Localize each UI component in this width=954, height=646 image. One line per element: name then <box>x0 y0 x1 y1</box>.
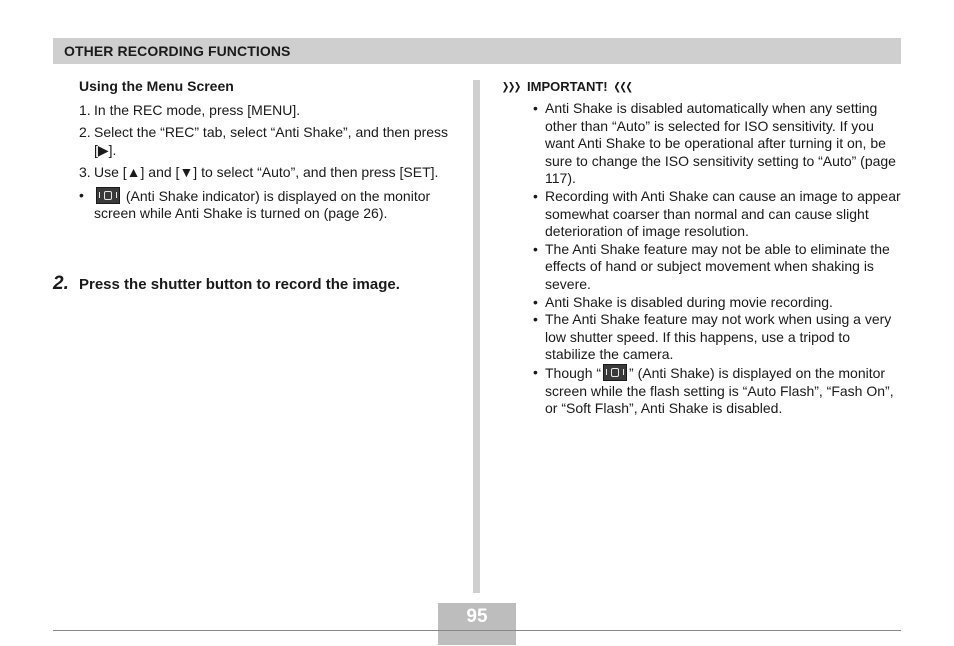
left-column <box>79 78 464 223</box>
page-number-box <box>438 603 516 630</box>
note-bullet <box>79 187 464 223</box>
bullet-dot: • <box>533 363 538 380</box>
bullet-dot: • <box>533 100 538 116</box>
important-heading <box>503 78 903 96</box>
important-bullet <box>503 311 903 364</box>
page-number: 95 <box>466 606 488 627</box>
step-item <box>79 164 464 182</box>
bullet-dot: • <box>533 187 538 204</box>
bullet-dot: • <box>533 293 538 310</box>
step-number: 3. <box>79 164 91 180</box>
step-text: Select the “REC” tab, select “Anti Shake”, and then press [▶]. <box>94 124 449 158</box>
right-column <box>503 78 903 418</box>
important-bullet <box>503 100 903 188</box>
bullet-text: Anti Shake is disabled automatically when any setting other than “Auto” is selected for ISO sensitivity. If you want Anti Shake to be operational after turning it on, be sure to change the ISO sensitivity setting to “Auto” (page 117). <box>545 100 896 187</box>
important-bullet <box>503 294 903 312</box>
bullet-text-before: Though “ <box>545 364 602 381</box>
important-bullet <box>503 241 903 294</box>
bullet-text: Anti Shake is disabled during movie recording. <box>545 293 833 310</box>
step-text: Use [▲] and [▼] to select “Auto”, and then press [SET]. <box>94 164 439 180</box>
step-text: In the REC mode, press [MENU]. <box>94 101 301 118</box>
bullet-text-after: ” (Anti Shake) is displayed on the monitor screen while the flash setting is “Auto Flash”, “Fash On”, or “Soft Flash”, Anti Shake is disabled. <box>545 364 894 417</box>
step-number: 1. <box>79 101 91 118</box>
step-2-number: 2. <box>53 273 69 294</box>
step-item <box>79 124 464 159</box>
important-label: IMPORTANT! <box>527 79 608 95</box>
column-divider <box>473 80 480 593</box>
bullet-dot: • <box>79 186 84 203</box>
section-title: OTHER RECORDING FUNCTIONS <box>64 43 291 59</box>
section-header-bar <box>53 38 901 64</box>
step-number: 2. <box>79 124 91 140</box>
bullet-dot: • <box>533 311 538 328</box>
triple-chevron-left-icon <box>615 82 632 93</box>
subheading: Using the Menu Screen <box>79 78 234 94</box>
bullet-dot: • <box>533 240 538 257</box>
anti-shake-icon <box>96 187 120 204</box>
anti-shake-icon <box>603 364 627 381</box>
page-tab-strip <box>438 631 516 645</box>
bullet-text: The Anti Shake feature may not work when using a very low shutter speed. If this happens, use a tripod to stabilize the camera. <box>545 311 892 363</box>
bullet-text: The Anti Shake feature may not be able to eliminate the effects of hand or subject movement when shaking is severe. <box>545 240 890 292</box>
note-text: (Anti Shake indicator) is displayed on the monitor screen while Anti Shake is turned on (page 26). <box>94 187 431 221</box>
triple-chevron-right-icon <box>503 82 520 93</box>
important-bullet <box>503 188 903 241</box>
important-bullet <box>503 364 903 418</box>
step-2-text: Press the shutter button to record the image. <box>79 276 400 293</box>
step-item <box>79 102 464 120</box>
bullet-text: Recording with Anti Shake can cause an image to appear somewhat coarser than normal and can cause slight deterioration of image resolution. <box>545 187 901 240</box>
